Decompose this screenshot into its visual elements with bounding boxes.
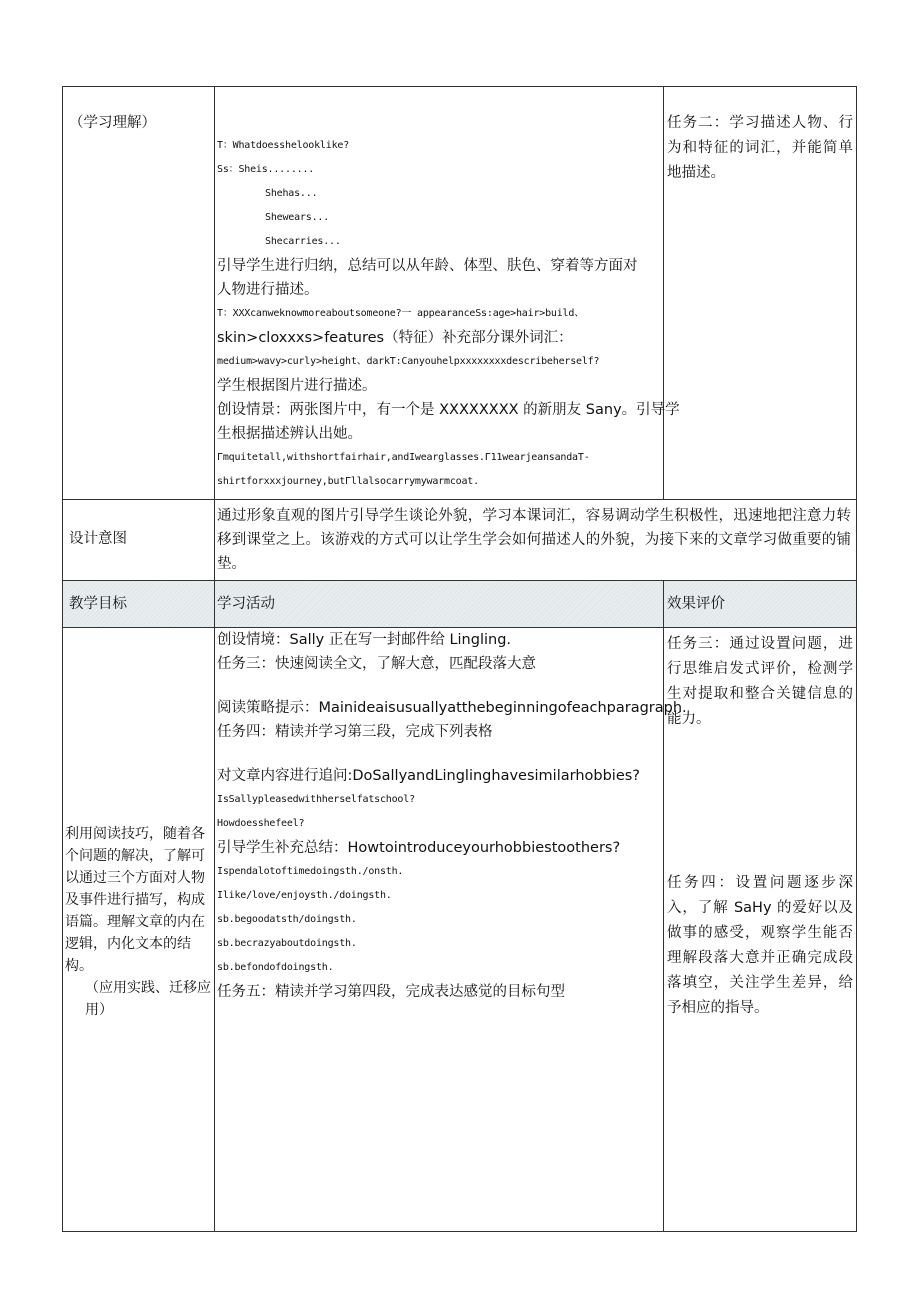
activity-line: shirtforxxxjourney,butΓllalsocarrymywarmcoat. — [217, 476, 479, 487]
activity-line: T：Whatdoesshelooklike? — [217, 140, 350, 151]
activity-line: Γmquitetall,withshortfairhair,andIwearglasses.Γ11wearjeansandaT- — [217, 452, 590, 463]
activity-line: 对文章内容进行追问:DoSallyandLinglinghavesimilarhobbies? — [217, 768, 640, 784]
row1-stage-label: （学习理解） — [69, 115, 156, 131]
row4-goal-note: （应用实践、迁移应用） — [85, 980, 211, 1018]
activity-line: 生根据描述辨认出她。 — [217, 426, 362, 442]
activity-line: Ispendalotoftimedoingsth./onsth. — [217, 866, 404, 877]
activity-line: Howdoesshefeel? — [217, 818, 305, 829]
row4-evaluation-task4: 任务四：设置问题逐步深入，了解 SaHy 的爱好以及做事的感受，观察学生能否理解段落大意并正确完成段落填空，关注学生差异，给予相应的指导。 — [667, 875, 853, 1016]
activity-line: sb.begoodatsth/doingsth. — [217, 914, 357, 925]
row-design-intent — [63, 499, 856, 580]
activity-line: 创设情景：两张图片中，有一个是 XXXXXXXX 的新朋友 Sany。引导学 — [217, 402, 680, 418]
activity-line: skin>cloxxxs>features（特征）补充部分课外词汇： — [217, 330, 573, 346]
activity-line: Shecarries... — [265, 236, 341, 247]
table-header-row — [63, 581, 856, 627]
lesson-plan-table — [62, 86, 857, 1232]
activity-line: Ss：Sheis........ — [217, 164, 315, 175]
row-learning-understanding — [63, 87, 856, 499]
header-learning-activity: 学习活动 — [217, 596, 275, 612]
row-application-practice — [63, 628, 856, 1231]
design-intent-label: 设计意图 — [69, 531, 127, 547]
activity-line — [217, 744, 659, 764]
activity-line: Ilike/love/enjoysth./doingsth. — [217, 890, 392, 901]
activity-line — [217, 676, 659, 696]
activity-line: 学生根据图片进行描述。 — [217, 378, 377, 394]
column-divider — [663, 87, 664, 499]
activity-line: medium>wavy>curly>height、darkT:Canyouhelpxxxxxxxxdescribeherself? — [217, 356, 600, 367]
activity-line: 任务三：快速阅读全文，了解大意，匹配段落大意 — [217, 656, 536, 672]
activity-line: 阅读策略提示：Mainideaisusuallyatthebeginningofeachparagraph. — [217, 700, 687, 716]
activity-line: Shehas... — [265, 188, 318, 199]
column-divider — [663, 581, 664, 627]
activity-line: sb.befondofdoingsth. — [217, 962, 334, 973]
column-divider — [663, 628, 664, 1231]
header-teaching-goal: 教学目标 — [69, 596, 127, 612]
activity-line: Shewears... — [265, 212, 330, 223]
row4-activities — [215, 628, 687, 1004]
activity-line: 引导学生补充总结：Howtointroduceyourhobbiestoothers? — [217, 840, 621, 856]
activity-line: 引导学生进行归纳，总结可以从年龄、体型、肤色、穿着等方面对 — [217, 258, 638, 274]
design-intent-text: 通过形象直观的图片引导学生谈论外貌，学习本课词汇，容易调动学生积极性，迅速地把注意力转移到课堂之上。该游戏的方式可以让学生学会如何描述人的外貌，为接下来的文章学习做重要的铺垫。 — [217, 508, 851, 572]
activity-line: 任务五：精读并学习第四段，完成表达感觉的目标句型 — [217, 984, 565, 1000]
row4-evaluation-task3: 任务三：通过设置问题，进行思维启发式评价，检测学生对提取和整合关键信息的能力。 — [667, 636, 853, 727]
activity-line: 人物进行描述。 — [217, 282, 319, 298]
row4-goal-body: 利用阅读技巧，随着各个问题的解决，了解可以通过三个方面对人物及事件进行描写，构成语篇。理解文章的内在逻辑，内化文本的结构。 — [65, 826, 205, 974]
row1-activities — [215, 134, 680, 494]
row4-goal-text — [63, 823, 214, 1021]
activity-line: IsSallypleasedwithherselfatschool? — [217, 794, 415, 805]
activity-line: 创设情境：Sally 正在写一封邮件给 Lingling. — [217, 632, 512, 648]
activity-line: 任务四：精读并学习第三段，完成下列表格 — [217, 724, 493, 740]
header-effect-evaluation: 效果评价 — [667, 596, 725, 612]
activity-line: T：XXXcanweknowmoreaboutsomeone?一 appearanceSs:age>hair>build、 — [217, 308, 584, 319]
activity-line: sb.becrazyaboutdoingsth. — [217, 938, 357, 949]
row1-evaluation: 任务二：学习描述人物、行为和特征的词汇，并能简单地描述。 — [667, 115, 853, 181]
